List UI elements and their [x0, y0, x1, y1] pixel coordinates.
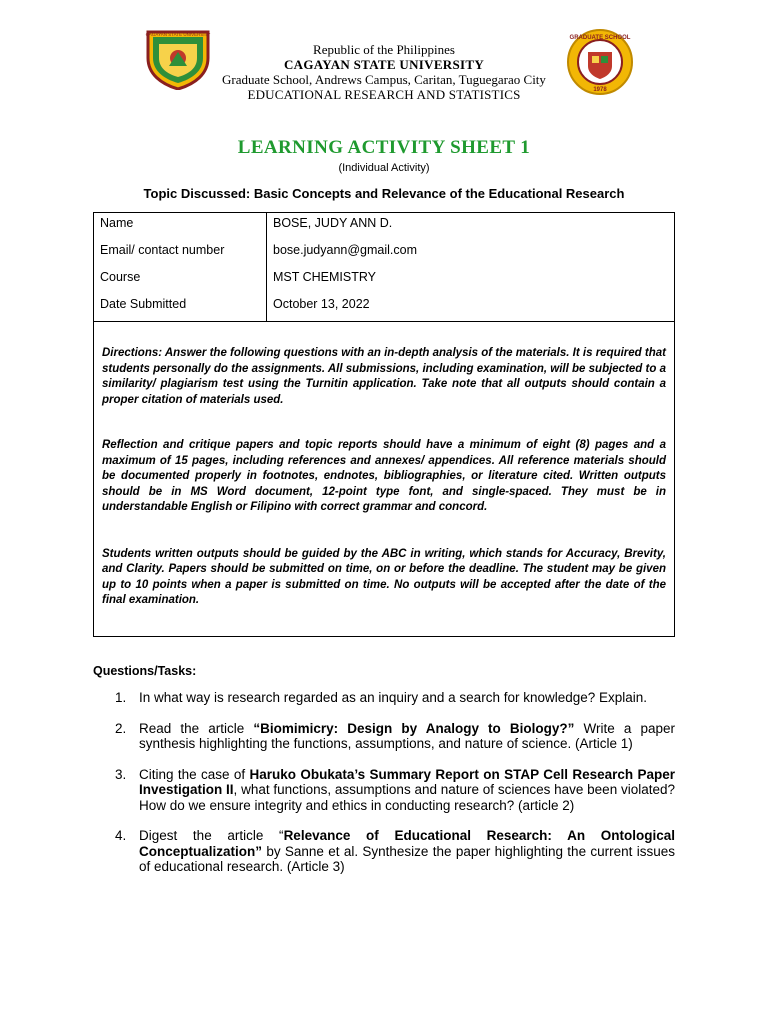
- right-logo-top-text: GRADUATE SCHOOL: [569, 35, 631, 41]
- article-title: “Biomimicry: Design by Analogy to Biology?”: [253, 720, 575, 736]
- task-number: 2.: [115, 720, 127, 736]
- date-label: Date Submitted: [94, 294, 267, 321]
- questions-heading: Questions/Tasks:: [93, 664, 197, 678]
- task-text-post: Write a paper synthesis highlighting the functions, assumptions, and nature of science. (Article 1): [139, 720, 675, 751]
- list-item: [115, 767, 675, 814]
- task-number: 1.: [115, 690, 127, 705]
- task-text: [139, 767, 675, 814]
- email-value: bose.judyann@gmail.com: [273, 243, 418, 257]
- task-number: 4.: [115, 828, 127, 843]
- article-title: Relevance of Educational Research: An Ontological Conceptualization”: [139, 828, 675, 859]
- table-row: [94, 294, 674, 321]
- directions-paragraph-3: Students written outputs should be guided by the ABC in writing, which stands for Accuracy, Brevity, and Clarity. Papers should be submitted on time, on or before the deadline. The student may be given up to 10 points when a paper is submitted on time. No outputs will be accepted after the date of the final examination.: [102, 547, 666, 606]
- sheet-subtitle: (Individual Activity): [338, 162, 430, 174]
- task-text-post: , what functions, assumptions and nature of sciences have been violated? How do we ensure integrity and ethics in conducting research? (article 2): [139, 782, 676, 813]
- sheet-title: LEARNING ACTIVITY SHEET 1: [237, 137, 531, 158]
- left-logo-text: CAGAYAN STATE UNIVERSITY: [145, 32, 211, 37]
- name-value: BOSE, JUDY ANN D.: [273, 216, 393, 230]
- course-value: MST CHEMISTRY: [273, 270, 377, 284]
- task-text: [139, 828, 675, 875]
- task-text-post: by Sanne et al. Synthesize the paper highlighting the current issues of educational research. (Article 3): [139, 843, 675, 874]
- student-info-table: [93, 212, 675, 322]
- task-text-pre: Digest the article “: [139, 828, 284, 843]
- list-item: [115, 828, 675, 875]
- task-number: 3.: [115, 766, 127, 782]
- list-item: [115, 721, 675, 752]
- task-text: In what way is research regarded as an inquiry and a search for knowledge? Explain.: [139, 690, 648, 705]
- letterhead: [150, 42, 618, 103]
- article-title: Haruko Obukata’s Summary Report on STAP Cell Research Paper Investigation II: [139, 766, 676, 797]
- email-label: Email/ contact number: [94, 240, 267, 267]
- directions-paragraph-2: Reflection and critique papers and topic reports should have a minimum of eight (8) pages and a maximum of 15 pages, including references and annexes/ appendices. All reference materials should be documented properly in footnotes, endnotes, bibliographies, or literature cited. Written outputs should be in MS Word document, 12-point type font, and single-spaced. They must be in understandable English or Filipino with correct grammar and concord.: [102, 439, 666, 513]
- task-text: [139, 721, 675, 752]
- date-value: October 13, 2022: [273, 297, 370, 311]
- topic-discussed: Topic Discussed: Basic Concepts and Relevance of the Educational Research: [143, 186, 625, 201]
- task-text-pre: Citing the case of: [139, 766, 250, 782]
- directions-box: [93, 321, 675, 637]
- list-item: [115, 690, 675, 706]
- republic-line: Republic of the Philippines: [313, 42, 455, 57]
- course-title: EDUCATIONAL RESEARCH AND STATISTICS: [247, 87, 521, 102]
- table-row: [94, 267, 674, 294]
- table-row: [94, 213, 674, 240]
- right-logo-year-text: 1978: [593, 87, 607, 93]
- table-row: [94, 240, 674, 267]
- name-label: Name: [94, 213, 267, 240]
- directions-paragraph-1: Directions: Answer the following questions with an in-depth analysis of the materials. It is required that students personally do the assignments. All submissions, including examination, will be subjected to a similarity/ plagiarism test using the Turnitin application. Take note that all outputs should contain a proper citation of materials used.: [102, 347, 666, 406]
- task-text-pre: Read the article: [139, 720, 254, 736]
- task-list: [115, 690, 675, 890]
- university-name: CAGAYAN STATE UNIVERSITY: [283, 57, 485, 72]
- course-label: Course: [94, 267, 267, 294]
- campus-line: Graduate School, Andrews Campus, Caritan, Tuguegarao City: [222, 72, 546, 87]
